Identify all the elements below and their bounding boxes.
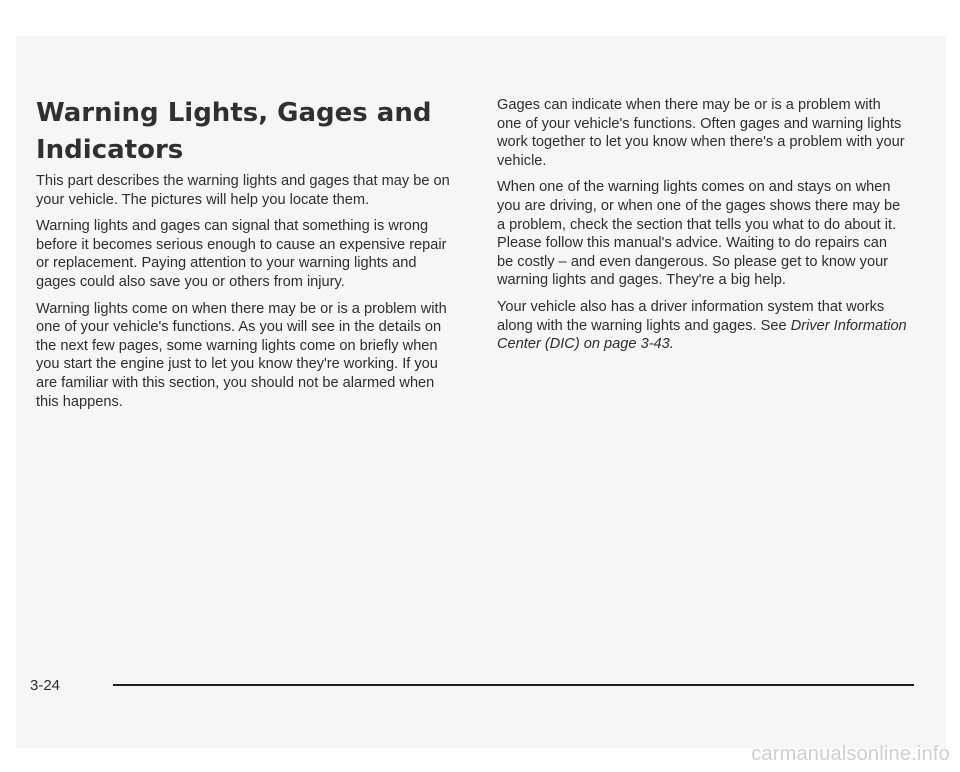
driver-info-text: Your vehicle also has a driver information system that works along with the warning lights and gages. See bbox=[497, 298, 885, 334]
left-column bbox=[36, 172, 456, 419]
warning-signal-paragraph: Warning lights and gages can signal that something is wrong before it becomes serious enough to cause an expensive repair or replacement. Paying attention to your warning lights and gages could also save you or others from injury. bbox=[36, 218, 447, 290]
page-number: 3-24 bbox=[30, 677, 61, 694]
driver-info-paragraph bbox=[497, 298, 907, 354]
section-title: Warning Lights, Gages and Indicators bbox=[36, 98, 432, 165]
right-column bbox=[497, 96, 907, 362]
stays-on-paragraph: When one of the warning lights comes on and stays on when you are driving, or when one of the gages shows there may be a problem, check the section that tells you what to do about it. Please follow this manual's advice. Waiting to do repairs can be costly – and even dangerous. So please get to know your warning lights and gages. They're a big help. bbox=[497, 179, 901, 289]
dic-page-reference[interactable]: Driver Information Center (DIC) on page 3-43. bbox=[497, 317, 907, 353]
watermark: carmanualsonline.info bbox=[751, 743, 950, 765]
footer-rule bbox=[113, 684, 914, 686]
warning-lights-paragraph: Warning lights come on when there may be or is a problem with one of your vehicle's functions. As you will see in the details on the next few pages, some warning lights come on briefly when you start the engine just to let you know they're working. If you are familiar with this section, you should not be alarmed when this happens. bbox=[36, 300, 447, 410]
intro-paragraph: This part describes the warning lights and gages that may be on your vehicle. The pictures will help you locate them. bbox=[36, 173, 450, 208]
gages-paragraph: Gages can indicate when there may be or is a problem with one of your vehicle's functions. Often gages and warning lights work together to let you know when there's a problem with your vehicle. bbox=[497, 97, 905, 169]
